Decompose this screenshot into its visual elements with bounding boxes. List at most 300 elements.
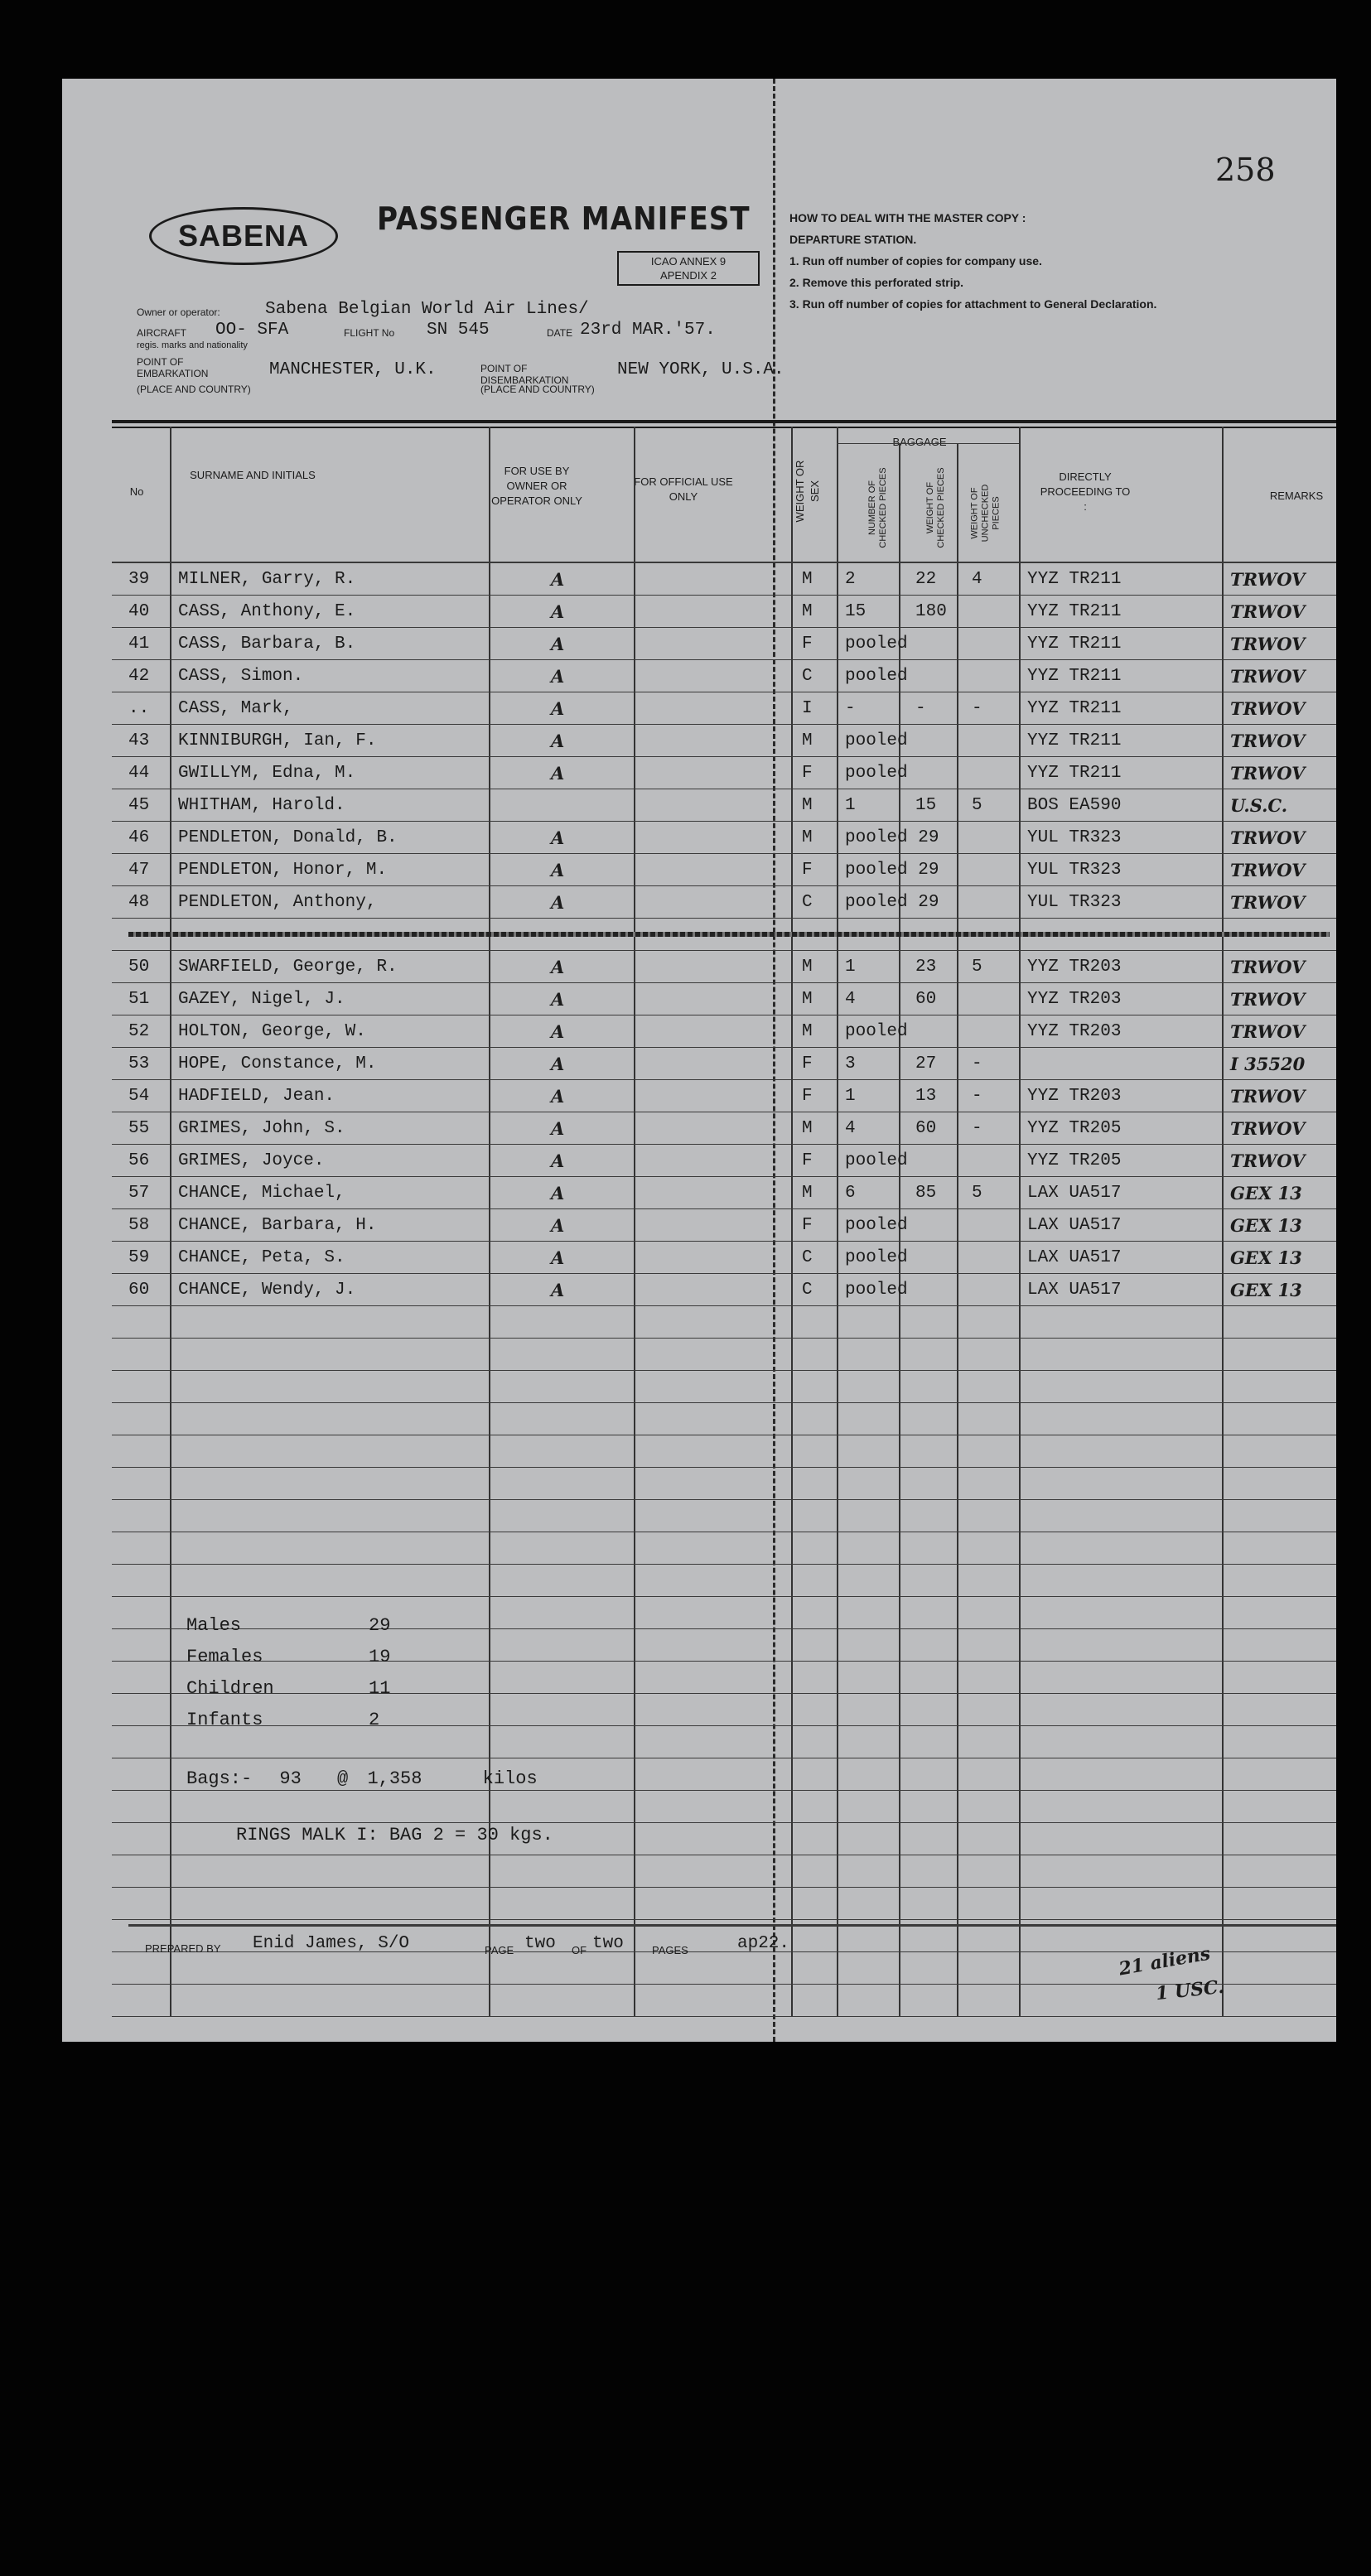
cell-dest: YYZ TR211 xyxy=(1027,699,1122,718)
cell-no: 39 xyxy=(128,570,150,589)
cell-name: CHANCE, Wendy, J. xyxy=(178,1281,356,1300)
cell-name: CHANCE, Barbara, H. xyxy=(178,1216,377,1235)
flight-label: FLIGHT No xyxy=(344,327,395,339)
cell-pieces: 4 xyxy=(845,1119,856,1138)
instructions-step: 1. Run off number of copies for company use. xyxy=(789,254,1042,268)
rings-line: RINGS MALK I: BAG 2 = 30 kgs. xyxy=(236,1825,553,1845)
of-value: two xyxy=(592,1934,624,1953)
cell-mark: A xyxy=(551,601,565,622)
cell-weight: - xyxy=(915,699,926,718)
cell-no: 45 xyxy=(128,796,150,815)
cell-remarks: TRWOV xyxy=(1230,957,1306,977)
cell-dest: LAX UA517 xyxy=(1027,1248,1122,1267)
total-value: 19 xyxy=(369,1647,391,1667)
col-baggage: BAGGAGE xyxy=(892,436,947,448)
instructions-block xyxy=(789,207,1156,315)
cell-pieces: pooled xyxy=(845,1151,908,1170)
cell-mark xyxy=(551,919,576,951)
cell-unchecked xyxy=(972,1015,1005,1048)
cell-no: 51 xyxy=(128,990,150,1009)
cell-no: 42 xyxy=(128,667,150,686)
cell-name: GRIMES, John, S. xyxy=(178,1119,345,1138)
cell-pieces: 3 xyxy=(845,1054,856,1073)
bags-at: @ xyxy=(337,1768,349,1789)
empty-row-rule xyxy=(112,1499,1336,1500)
bags-label: Bags:- xyxy=(186,1768,253,1789)
cell-dest: BOS EA590 xyxy=(1027,796,1122,815)
cell-weight: 180 xyxy=(915,602,947,621)
cell-name: CASS, Mark, xyxy=(178,699,293,718)
cell-dest: YYZ TR211 xyxy=(1027,570,1122,589)
bags-weight: 1,358 xyxy=(367,1768,422,1789)
cell-weight xyxy=(915,757,953,789)
cell-pieces: pooled xyxy=(845,1281,908,1300)
cell-remarks: TRWOV xyxy=(1230,601,1306,622)
cell-sex: F xyxy=(802,634,813,654)
cell-sex: M xyxy=(802,796,813,815)
prepared-value: Enid James, S/O xyxy=(253,1934,410,1953)
cell-dest: LAX UA517 xyxy=(1027,1184,1122,1203)
empty-row-rule xyxy=(112,1887,1336,1888)
col-owner-use: FOR USE BY OWNER OR OPERATOR ONLY xyxy=(491,465,582,507)
cell-weight xyxy=(915,1274,953,1306)
cell-unchecked xyxy=(972,596,1005,628)
col-bag-weight: WEIGHT OF CHECKED PIECES xyxy=(925,467,946,548)
cell-no: 56 xyxy=(128,1151,150,1170)
cell-name: PENDLETON, Anthony, xyxy=(178,893,377,912)
baggage-rule xyxy=(837,443,1019,444)
cell-sex: C xyxy=(802,1281,813,1300)
cell-name: HOPE, Constance, M. xyxy=(178,1054,377,1073)
cell-mark: A xyxy=(551,1215,565,1236)
cell-pieces: 15 xyxy=(845,602,867,621)
empty-row-rule xyxy=(112,1467,1336,1468)
cell-mark: A xyxy=(551,569,565,590)
cell-name: PENDLETON, Honor, M. xyxy=(178,861,388,880)
empty-row-rule xyxy=(112,2016,1336,2017)
cell-name: HADFIELD, Jean. xyxy=(178,1087,336,1106)
cell-no xyxy=(128,919,168,951)
cell-mark: A xyxy=(551,957,565,977)
cell-unchecked xyxy=(972,1274,1005,1306)
table-row xyxy=(62,725,1336,757)
aircraft-label: AIRCRAFT xyxy=(137,327,186,339)
handwritten-note-1: 21 aliens xyxy=(1117,1942,1213,1980)
cell-no: 40 xyxy=(128,602,150,621)
cell-no: 50 xyxy=(128,958,150,977)
cell-sex: M xyxy=(802,1119,813,1138)
cell-name: CASS, Barbara, B. xyxy=(178,634,356,654)
cell-remarks: TRWOV xyxy=(1230,1021,1306,1042)
cell-remarks: U.S.C. xyxy=(1230,795,1288,816)
embark-value: MANCHESTER, U.K. xyxy=(269,360,437,379)
total-value: 11 xyxy=(369,1678,391,1699)
cell-sex: M xyxy=(802,570,813,589)
cell-name xyxy=(178,919,485,951)
cell-remarks: TRWOV xyxy=(1230,1151,1306,1171)
cell-remarks: TRWOV xyxy=(1230,892,1306,913)
cell-sex: M xyxy=(802,731,813,750)
total-label: Females xyxy=(186,1647,263,1667)
empty-row-rule xyxy=(112,1984,1336,1985)
col-official: FOR OFFICIAL USE ONLY xyxy=(634,475,733,503)
cell-sex: I xyxy=(802,699,813,718)
table-row xyxy=(62,1015,1336,1048)
col-proceeding: DIRECTLY PROCEEDING TO : xyxy=(1040,470,1131,513)
empty-row-rule xyxy=(112,1596,1336,1597)
annex-line-1: ICAO ANNEX 9 xyxy=(650,255,727,268)
cell-mark: A xyxy=(551,1021,565,1042)
cell-dest xyxy=(1027,1048,1218,1080)
cell-mark: A xyxy=(551,989,565,1010)
cell-remarks: GEX 13 xyxy=(1230,1247,1302,1268)
cell-remarks: TRWOV xyxy=(1230,634,1306,654)
col-remarks: REMARKS xyxy=(1269,490,1324,502)
cell-unchecked xyxy=(972,660,1005,692)
cell-remarks: TRWOV xyxy=(1230,569,1306,590)
cell-name: GWILLYM, Edna, M. xyxy=(178,764,356,783)
cell-remarks: GEX 13 xyxy=(1230,1215,1302,1236)
table-row xyxy=(62,983,1336,1015)
instructions-step: 3. Run off number of copies for attachment to General Declaration. xyxy=(789,297,1157,311)
table-top-rule xyxy=(112,420,1336,423)
cell-no: 58 xyxy=(128,1216,150,1235)
of-label: OF xyxy=(572,1944,587,1956)
cell-name: MILNER, Garry, R. xyxy=(178,570,356,589)
cell-remarks: TRWOV xyxy=(1230,763,1306,784)
col-bag-unchecked: WEIGHT OF UNCHECKED PIECES xyxy=(969,484,1002,543)
cell-no: 47 xyxy=(128,861,150,880)
table-row xyxy=(62,1048,1336,1080)
cell-sex: F xyxy=(802,1054,813,1073)
cell-unchecked xyxy=(972,1209,1005,1242)
owner-label: Owner or operator: xyxy=(137,306,220,318)
cell-sex: M xyxy=(802,602,813,621)
total-label: Children xyxy=(186,1678,274,1699)
cell-pieces: 2 xyxy=(845,570,856,589)
cell-name: SWARFIELD, George, R. xyxy=(178,958,398,977)
cell-sex: M xyxy=(802,1184,813,1203)
cell-remarks: TRWOV xyxy=(1230,827,1306,848)
cell-weight: 13 xyxy=(915,1087,937,1106)
reference-code: ap22. xyxy=(737,1934,790,1953)
cell-unchecked xyxy=(972,854,1005,886)
cell-name: GRIMES, Joyce. xyxy=(178,1151,325,1170)
cell-pieces: pooled xyxy=(845,1248,908,1267)
cell-weight xyxy=(915,919,953,951)
cell-weight xyxy=(915,725,953,757)
cell-pieces: pooled xyxy=(845,634,908,654)
cell-mark: A xyxy=(551,860,565,880)
cell-mark: A xyxy=(551,1183,565,1204)
cell-unchecked xyxy=(972,886,1005,919)
cell-name: CASS, Simon. xyxy=(178,667,304,686)
cell-name: CASS, Anthony, E. xyxy=(178,602,356,621)
prepared-label: PREPARED BY xyxy=(145,1942,221,1955)
table-row xyxy=(62,1145,1336,1177)
cell-pieces: 4 xyxy=(845,990,856,1009)
table-row xyxy=(62,789,1336,822)
bags-line xyxy=(186,1768,538,1789)
cell-pieces: pooled 29 xyxy=(845,828,939,847)
cell-sex: F xyxy=(802,1087,813,1106)
cell-weight: 60 xyxy=(915,1119,937,1138)
cell-pieces: pooled 29 xyxy=(845,893,939,912)
cell-weight xyxy=(915,854,953,886)
instructions-step: 2. Remove this perforated strip. xyxy=(789,276,964,289)
owner-value: Sabena Belgian World Air Lines/ xyxy=(265,300,589,319)
col-sex: WEIGHT OR SEX xyxy=(794,460,821,523)
table-row xyxy=(62,951,1336,983)
handwritten-note-2: 1 USC. xyxy=(1154,1975,1225,2005)
cell-dest: YYZ TR211 xyxy=(1027,731,1122,750)
cell-sex: M xyxy=(802,828,813,847)
cell-dest: YUL TR323 xyxy=(1027,861,1122,880)
cell-unchecked: - xyxy=(972,1119,982,1138)
empty-row-rule xyxy=(112,1338,1336,1339)
cell-mark: A xyxy=(551,1118,565,1139)
total-row xyxy=(186,1710,402,1739)
cell-no: 57 xyxy=(128,1184,150,1203)
total-row xyxy=(186,1678,402,1708)
cell-weight xyxy=(915,1209,953,1242)
cell-mark xyxy=(551,789,576,822)
cell-sex: M xyxy=(802,958,813,977)
empty-row-rule xyxy=(112,1919,1336,1920)
annex-line-2: APENDIX 2 xyxy=(660,269,717,282)
cell-dest: YYZ TR203 xyxy=(1027,958,1122,977)
cell-mark: A xyxy=(551,698,565,719)
cell-mark: A xyxy=(551,827,565,848)
cell-dest xyxy=(1027,919,1218,951)
cell-dest: YYZ TR205 xyxy=(1027,1151,1122,1170)
row-rule xyxy=(112,1305,1336,1306)
disembark-label: POINT OF DISEMBARKATION xyxy=(480,363,569,386)
table-row xyxy=(62,854,1336,886)
struck-row xyxy=(62,919,1336,951)
cell-pieces: 1 xyxy=(845,1087,856,1106)
cell-sex: C xyxy=(802,667,813,686)
cell-no: 55 xyxy=(128,1119,150,1138)
table-row xyxy=(62,757,1336,789)
cell-unchecked: - xyxy=(972,1087,982,1106)
disembark-sub: (PLACE AND COUNTRY) xyxy=(480,384,595,395)
cell-mark: A xyxy=(551,1247,565,1268)
table-row xyxy=(62,628,1336,660)
empty-row-rule xyxy=(112,1564,1336,1565)
empty-row-rule xyxy=(112,1790,1336,1791)
cell-dest: YYZ TR203 xyxy=(1027,1022,1122,1041)
cell-dest: YYZ TR205 xyxy=(1027,1119,1122,1138)
cell-pieces: pooled xyxy=(845,764,908,783)
cell-remarks: TRWOV xyxy=(1230,731,1306,751)
table-row xyxy=(62,1177,1336,1209)
col-name: SURNAME AND INITIALS xyxy=(190,469,316,481)
cell-pieces: pooled xyxy=(845,1022,908,1041)
cell-no: 59 xyxy=(128,1248,150,1267)
instructions-station: DEPARTURE STATION. xyxy=(789,233,917,246)
table-row xyxy=(62,1209,1336,1242)
cell-remarks: TRWOV xyxy=(1230,698,1306,719)
page-number: 258 xyxy=(1215,152,1276,188)
cell-sex: F xyxy=(802,861,813,880)
table-row xyxy=(62,692,1336,725)
cell-weight xyxy=(915,1242,953,1274)
cell-unchecked xyxy=(972,628,1005,660)
cell-name: KINNIBURGH, Ian, F. xyxy=(178,731,377,750)
cell-unchecked: - xyxy=(972,699,982,718)
footer-rule xyxy=(128,1924,1336,1927)
cell-unchecked xyxy=(972,725,1005,757)
cell-name: CHANCE, Michael, xyxy=(178,1184,345,1203)
cell-unchecked xyxy=(972,757,1005,789)
manifest-sheet xyxy=(62,79,1336,2042)
cell-remarks: GEX 13 xyxy=(1230,1280,1302,1300)
cell-remarks: TRWOV xyxy=(1230,989,1306,1010)
cell-mark: A xyxy=(551,1151,565,1171)
cell-unchecked: 5 xyxy=(972,1184,982,1203)
cell-weight: 85 xyxy=(915,1184,937,1203)
cell-no: 41 xyxy=(128,634,150,654)
cell-name: WHITHAM, Harold. xyxy=(178,796,345,815)
cell-dest: YYZ TR203 xyxy=(1027,1087,1122,1106)
annex-box xyxy=(617,251,760,286)
cell-sex: F xyxy=(802,1216,813,1235)
cell-weight xyxy=(915,1015,953,1048)
cell-no: 43 xyxy=(128,731,150,750)
cell-no: 52 xyxy=(128,1022,150,1041)
cell-pieces: pooled xyxy=(845,731,908,750)
cell-sex xyxy=(802,919,831,951)
total-label: Males xyxy=(186,1615,242,1636)
col-bag-count: NUMBER OF CHECKED PIECES xyxy=(867,467,888,548)
cell-dest: LAX UA517 xyxy=(1027,1281,1122,1300)
disembark-value: NEW YORK, U.S.A. xyxy=(617,360,784,379)
cell-unchecked: 5 xyxy=(972,958,982,977)
cell-dest: YUL TR323 xyxy=(1027,828,1122,847)
cell-remarks: GEX 13 xyxy=(1230,1183,1302,1204)
empty-row-rule xyxy=(112,1370,1336,1371)
table-row xyxy=(62,1274,1336,1306)
pages-label: PAGES xyxy=(652,1944,688,1956)
cell-no: 44 xyxy=(128,764,150,783)
table-row xyxy=(62,1242,1336,1274)
bags-count: 93 xyxy=(279,1768,302,1789)
cell-unchecked: 4 xyxy=(972,570,982,589)
aircraft-value: OO- SFA xyxy=(215,321,289,340)
cell-mark: A xyxy=(551,666,565,687)
cell-no: .. xyxy=(128,699,150,718)
flight-value: SN 545 xyxy=(427,321,490,340)
cell-no: 48 xyxy=(128,893,150,912)
cell-weight xyxy=(915,1145,953,1177)
cell-unchecked xyxy=(972,822,1005,854)
cell-pieces: 1 xyxy=(845,796,856,815)
cell-mark: A xyxy=(551,634,565,654)
cell-weight xyxy=(915,822,953,854)
cell-sex: M xyxy=(802,990,813,1009)
cell-dest: YYZ TR211 xyxy=(1027,667,1122,686)
aircraft-reg-label: regis. marks and nationality xyxy=(137,340,248,350)
cell-unchecked: 5 xyxy=(972,796,982,815)
cell-name: PENDLETON, Donald, B. xyxy=(178,828,398,847)
cell-weight: 27 xyxy=(915,1054,937,1073)
total-row xyxy=(186,1647,402,1676)
total-row xyxy=(186,1615,402,1645)
table-row xyxy=(62,822,1336,854)
cell-remarks: TRWOV xyxy=(1230,1086,1306,1107)
table-row xyxy=(62,1112,1336,1145)
cell-no: 53 xyxy=(128,1054,150,1073)
cell-unchecked xyxy=(972,1145,1005,1177)
cell-no: 60 xyxy=(128,1281,150,1300)
bags-unit: kilos xyxy=(482,1768,538,1789)
cell-weight xyxy=(915,628,953,660)
table-row xyxy=(62,886,1336,919)
cell-mark: A xyxy=(551,1054,565,1074)
table-top-rule-2 xyxy=(112,427,1336,428)
cell-dest: YYZ TR211 xyxy=(1027,764,1122,783)
table-row xyxy=(62,1080,1336,1112)
total-label: Infants xyxy=(186,1710,263,1730)
cell-pieces: pooled xyxy=(845,1216,908,1235)
total-value: 29 xyxy=(369,1615,391,1636)
cell-remarks: TRWOV xyxy=(1230,1118,1306,1139)
page-title: PASSENGER MANIFEST xyxy=(377,200,751,237)
cell-pieces: pooled xyxy=(845,667,908,686)
empty-row-rule xyxy=(112,1402,1336,1403)
cell-unchecked xyxy=(972,1242,1005,1274)
date-label: DATE xyxy=(547,327,573,339)
embark-label: POINT OF EMBARKATION xyxy=(137,356,209,379)
cell-pieces: - xyxy=(845,699,856,718)
cell-weight: 22 xyxy=(915,570,937,589)
cell-name: GAZEY, Nigel, J. xyxy=(178,990,345,1009)
page-value: two xyxy=(524,1934,556,1953)
table-row xyxy=(62,563,1336,596)
cell-weight xyxy=(915,886,953,919)
cell-remarks: TRWOV xyxy=(1230,666,1306,687)
cell-unchecked xyxy=(972,983,1005,1015)
cell-remarks xyxy=(1230,919,1336,951)
table-row xyxy=(62,660,1336,692)
page-label: PAGE xyxy=(485,1944,514,1956)
sabena-logo: SABENA xyxy=(149,207,338,265)
cell-sex: C xyxy=(802,893,813,912)
cell-sex: M xyxy=(802,1022,813,1041)
cell-weight: 23 xyxy=(915,958,937,977)
total-value: 2 xyxy=(369,1710,380,1730)
embark-sub: (PLACE AND COUNTRY) xyxy=(137,384,251,395)
cell-sex: F xyxy=(802,764,813,783)
table-row xyxy=(62,596,1336,628)
cell-name: CHANCE, Peta, S. xyxy=(178,1248,345,1267)
cell-pieces: pooled 29 xyxy=(845,861,939,880)
instructions-heading: HOW TO DEAL WITH THE MASTER COPY : xyxy=(789,211,1026,224)
cell-sex: F xyxy=(802,1151,813,1170)
cell-weight: 15 xyxy=(915,796,937,815)
cell-dest: YYZ TR203 xyxy=(1027,990,1122,1009)
cell-mark: A xyxy=(551,763,565,784)
cell-dest: YYZ TR211 xyxy=(1027,602,1122,621)
cell-name: HOLTON, George, W. xyxy=(178,1022,366,1041)
cell-sex: C xyxy=(802,1248,813,1267)
cell-mark: A xyxy=(551,1280,565,1300)
cell-remarks: I 35520 xyxy=(1230,1054,1306,1074)
cell-unchecked: - xyxy=(972,1054,982,1073)
cell-no: 54 xyxy=(128,1087,150,1106)
cell-remarks: TRWOV xyxy=(1230,860,1306,880)
